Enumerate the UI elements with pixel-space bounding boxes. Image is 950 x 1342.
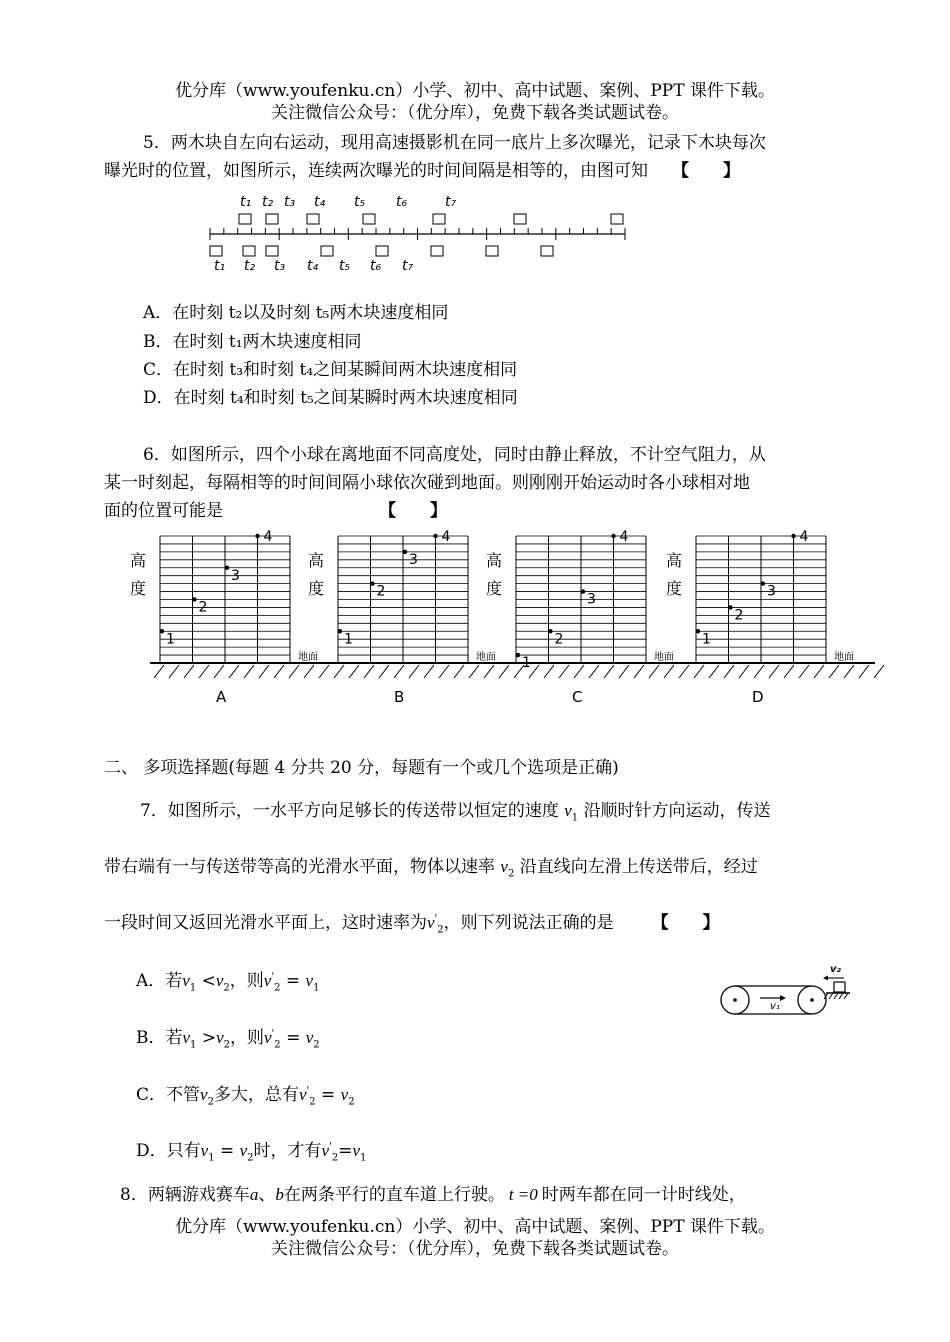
panel-label: A <box>216 688 227 706</box>
q6-ball-diagram <box>120 522 890 712</box>
bottom-block-8 <box>541 246 553 256</box>
ball-label-3: 3 <box>587 591 596 608</box>
panel-label: C <box>572 688 583 706</box>
ground-label: 地面 <box>476 652 496 663</box>
panel-a <box>130 529 318 706</box>
q7-answer-bracket: 【 】 <box>651 913 720 933</box>
top-block-1 <box>239 214 251 224</box>
bottom-block-5 <box>376 246 388 256</box>
ball-2 <box>548 629 552 633</box>
ball-4 <box>433 534 437 538</box>
ball-4 <box>611 534 615 538</box>
section-2-title: 二、 多项选择题(每题 4 分共 20 分，每题有一个或几个选项是正确) <box>104 758 619 778</box>
height-label-1: 高 <box>666 551 683 570</box>
ground-label: 地面 <box>834 652 854 663</box>
ball-4 <box>255 534 259 538</box>
bottom-block-7 <box>486 246 498 256</box>
q5-option-c: C．在时刻 t₃和时刻 t₄之间某瞬间两木块速度相同 <box>143 360 518 380</box>
ball-label-1: 1 <box>522 655 531 672</box>
q5-option-a: A．在时刻 t₂以及时刻 t₅两木块速度相同 <box>143 303 449 323</box>
q6-answer-bracket: 【 】 <box>379 501 447 521</box>
top-block-7 <box>611 214 623 224</box>
ball-label-4: 4 <box>799 529 809 545</box>
top-label-t6: t₆ <box>396 194 408 210</box>
ball-label-1: 1 <box>344 631 353 648</box>
ball-1 <box>516 653 520 657</box>
q7-stem-line-3: 一段时间又返回光滑水平面上，这时速率为$v'_2$，则下列说法正确的是 【 】 <box>104 913 720 936</box>
top-block-2 <box>266 214 278 224</box>
fig-v1-label: v₁ <box>770 1001 780 1012</box>
bottom-block-2 <box>243 246 255 256</box>
height-label-2: 度 <box>308 579 325 598</box>
top-label-t5: t₅ <box>354 194 366 210</box>
top-label-t2: t₂ <box>262 194 274 210</box>
ground-label: 地面 <box>298 652 318 663</box>
footer-line-1: 优分库（www.youfenku.cn）小学、初中、高中试题、案例、PPT 课件下载。 <box>175 1217 775 1237</box>
q7-option-c: C．不管$v_2$多大，总有$v'_2 = v_2$ <box>136 1085 355 1108</box>
q7-conveyor-diagram <box>718 962 858 1022</box>
ball-2 <box>370 581 374 585</box>
height-label-1: 高 <box>130 551 147 570</box>
ball-3 <box>581 589 585 593</box>
ball-label-2: 2 <box>198 599 208 616</box>
q7-stem-line-2: 带右端有一与传送带等高的光滑水平面，物体以速率 $v_2$ 沿直线向左滑上传送带后，经过 <box>104 857 758 880</box>
panel-b <box>308 529 496 706</box>
ball-1 <box>696 629 700 633</box>
ball-3 <box>225 566 229 570</box>
bottom-label-t4: t₄ <box>307 258 319 274</box>
panel-label: D <box>752 688 764 706</box>
ball-label-1: 1 <box>702 631 711 648</box>
height-label-2: 度 <box>130 579 147 598</box>
ball-label-4: 4 <box>619 529 629 545</box>
panel-d <box>666 529 854 706</box>
height-label-1: 高 <box>308 551 325 570</box>
ball-2 <box>728 605 732 609</box>
bottom-label-t1: t₁ <box>214 258 226 274</box>
top-label-t7: t₇ <box>445 194 457 210</box>
ball-label-2: 2 <box>376 583 386 600</box>
panel-label: B <box>394 688 405 706</box>
bottom-block-3 <box>266 246 278 256</box>
ball-label-3: 3 <box>767 583 776 600</box>
q8-stem: 8．两辆游戏赛车a、b在两条平行的直车道上行驶。 t =0 时两车都在同一计时线处， <box>120 1185 746 1205</box>
ball-label-4: 4 <box>263 529 273 545</box>
bottom-block-1 <box>210 246 222 256</box>
q5-option-d: D．在时刻 t₄和时刻 t₅之间某瞬时两木块速度相同 <box>143 388 518 408</box>
q7-option-b: B．若$v_1 >v_2$，则$v'_2 = v_2$ <box>136 1028 320 1051</box>
ball-label-1: 1 <box>166 631 175 648</box>
bottom-label-t5: t₅ <box>339 258 351 274</box>
q7-option-a: A．若$v_1 <v_2$，则$v'_2 = v_1$ <box>136 971 320 994</box>
top-block-3 <box>307 214 319 224</box>
panel-c <box>486 529 674 706</box>
q6-stem-line-2: 某一时刻起，每隔相等的时间间隔小球依次碰到地面。则刚刚开始运动时各小球相对地 <box>104 473 750 493</box>
q7-stem-line-1: 7．如图所示，一水平方向足够长的传送带以恒定的速度 $v_1$ 沿顺时针方向运动，传送 <box>140 801 771 824</box>
height-label-2: 度 <box>486 579 503 598</box>
q5-stem-line-2: 曝光时的位置，如图所示，连续两次曝光的时间间隔是相等的，由图可知 【 】 <box>104 161 740 181</box>
header-line-2: 关注微信公众号：（优分库），免费下载各类试题试卷。 <box>271 103 679 123</box>
q7-option-d: D．只有$v_1 = v_2$时，才有$v'_2=v_1$ <box>136 1141 367 1164</box>
bottom-label-t3: t₃ <box>274 258 286 274</box>
q5-stem-line-1: 5．两木块自左向右运动，现用高速摄影机在同一底片上多次曝光，记录下木块每次 <box>143 133 766 153</box>
ball-3 <box>761 581 765 585</box>
ball-label-2: 2 <box>734 607 744 624</box>
footer-line-2: 关注微信公众号：（优分库），免费下载各类试题试卷。 <box>271 1239 679 1259</box>
ball-1 <box>160 629 164 633</box>
ball-4 <box>791 534 795 538</box>
height-label-2: 度 <box>666 579 683 598</box>
ball-2 <box>192 597 196 601</box>
top-block-6 <box>514 214 526 224</box>
ball-label-3: 3 <box>409 551 418 568</box>
ball-label-3: 3 <box>231 567 240 584</box>
ball-label-4: 4 <box>441 529 451 545</box>
ball-label-2: 2 <box>554 631 564 648</box>
top-label-t3: t₃ <box>284 194 296 210</box>
ball-1 <box>338 629 342 633</box>
ground-label: 地面 <box>654 652 674 663</box>
q6-stem-line-3: 面的位置可能是 【 】 <box>104 496 223 521</box>
q5-answer-bracket: 【 】 <box>672 161 740 181</box>
top-block-5 <box>433 214 445 224</box>
bottom-label-t2: t₂ <box>244 258 256 274</box>
ball-3 <box>403 550 407 554</box>
bottom-block-6 <box>431 246 443 256</box>
q5-option-b: B．在时刻 t₁两木块速度相同 <box>143 332 362 352</box>
bottom-label-t6: t₆ <box>370 258 382 274</box>
bottom-block-4 <box>321 246 333 256</box>
q6-stem-line-1: 6．如图所示，四个小球在离地面不同高度处，同时由静止释放，不计空气阻力，从 <box>143 445 766 465</box>
bottom-label-t7: t₇ <box>402 258 414 274</box>
header-line-1: 优分库（www.youfenku.cn）小学、初中、高中试题、案例、PPT 课件下载。 <box>175 81 775 101</box>
top-block-4 <box>363 214 375 224</box>
fig-v2-label: v₂ <box>830 964 841 975</box>
height-label-1: 高 <box>486 551 503 570</box>
top-label-t1: t₁ <box>240 194 252 210</box>
q5-exposure-diagram <box>200 188 640 278</box>
top-label-t4: t₄ <box>314 194 326 210</box>
